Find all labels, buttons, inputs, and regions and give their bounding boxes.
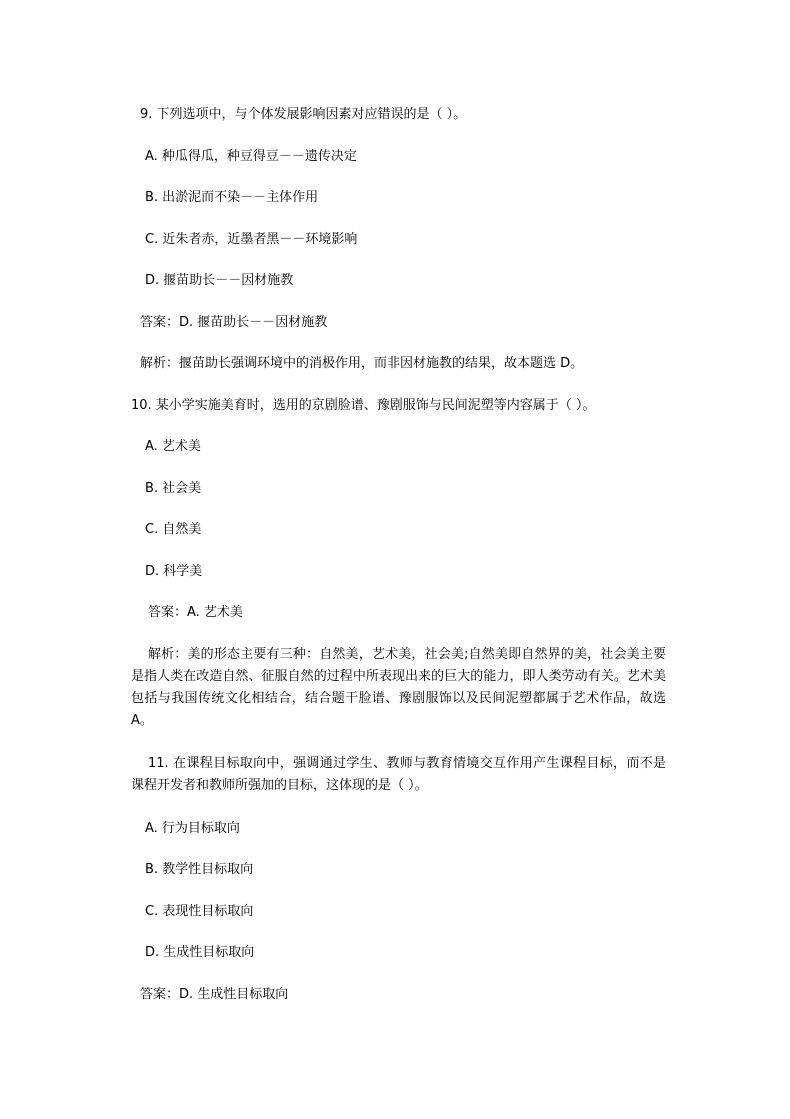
question-choice: B. 教学性目标取向 [145,862,254,877]
question-stem: 11. 在课程目标取向中，强调通过学生、教师与教育情境交互作用产生课程目标，而不是课程开发者和教师所强加的目标，这体现的是（ ）。 [131,755,666,793]
question-answer: 答案：A. 艺术美 [148,605,243,620]
question-choice: A. 种瓜得瓜，种豆得豆－－遗传决定 [145,148,357,164]
question-explanation: 解析：美的形态主要有三种：自然美，艺术美，社会美;自然美即自然界的美，社会美主要是指人类在改造自然、征服自然的过程中所表现出来的巨大的能力，即人类劳动有关。艺术美包括与我国传统文化相结合，结合题干脸谱、豫剧服饰以及民间泥塑都属于艺术作品，故选 A。 [131,646,666,728]
question-choice: D. 揠苗助长－－因材施教 [145,273,294,288]
question-choice: A. 艺术美 [145,439,201,454]
question-stem: 9. 下列选项中，与个体发展影响因素对应错误的是（ ）。 [140,107,467,122]
question-choice: C. 近朱者赤，近墨者黑－－环境影响 [145,231,358,247]
question-answer: 答案：D. 揠苗助长－－因材施教 [140,314,328,330]
question-choice: D. 科学美 [145,563,203,579]
document-body [131,104,666,1005]
question-stem: 10. 某小学实施美育时，选用的京剧脸谱、豫剧服饰与民间泥塑等内容属于（ ）。 [131,397,596,413]
question-choice: B. 社会美 [145,480,202,496]
question-choice: C. 自然美 [145,522,202,537]
question-choice: B. 出淤泥而不染－－主体作用 [145,190,319,205]
question-explanation: 解析：揠苗助长强调环境中的消极作用，而非因材施教的结果，故本题选 D。 [140,356,584,371]
question-answer: 答案：D. 生成性目标取向 [140,986,289,1002]
question-choice: C. 表现性目标取向 [145,903,254,919]
question-choice: A. 行为目标取向 [145,820,240,836]
question-choice: D. 生成性目标取向 [145,945,255,960]
